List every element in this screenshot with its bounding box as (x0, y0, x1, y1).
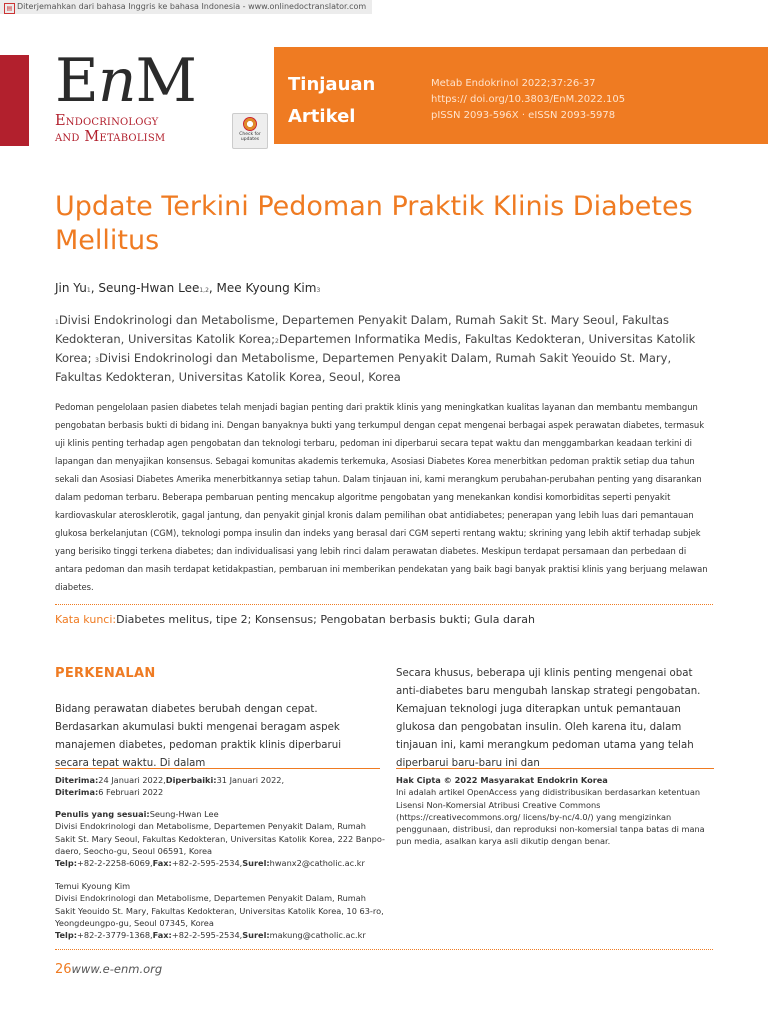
journal-name-line1: Endocrinology (55, 113, 159, 129)
author-name: Jin Yu (55, 281, 87, 295)
divider (396, 768, 714, 769)
author-affil-mark: 1 (86, 287, 91, 294)
affiliation-text: Divisi Endokrinologi dan Metabolisme, Departemen Penyakit Dalam, Rumah Sakit St. Mary Seoul, Fakultas Kedokteran, Universitas Katolik Korea; (55, 313, 670, 346)
author-affil-mark: 3 (316, 287, 321, 294)
intro-text-left: Bidang perawatan diabetes berubah dengan cepat. Berdasarkan akumulasi bukti mengenai beragam aspek manajemen diabetes, pedoman praktik klinis diperbarui secara tepat waktu. Di dalam (55, 704, 342, 769)
corresponding-author-2: Temui Kyoung Kim Divisi Endokrinologi dan Metabolisme, Departemen Penyakit Dalam, Rumah Sakit Yeouido St. Mary, Fakultas Kedokteran, Universitas Katolik Korea, 10 63-ro, Yeongdeungpo-gu, Seoul 07345, Korea Telp:+82-2-3779-1368,Fax:+82-2-595-2534,Surel:makung@catholic.ac.kr (55, 881, 384, 941)
page-footer (55, 962, 162, 977)
received-dates: Diterima:24 Januari 2022,Diperbaiki:31 Januari 2022, Diterima:6 Februari 2022 (55, 775, 285, 798)
affiliation-text: Departemen Informatika Medis, Fakultas Kedokteran, Universitas Katolik Korea; (55, 332, 696, 365)
abstract: Pedoman pengelolaan pasien diabetes telah menjadi bagian penting dari praktik klinis yang meningkatkan kualitas layanan dan membantu membangun pengobatan berbasis bukti di bidang ini. Dengan banyaknya bukti yang terkumpul dengan cepat mengenai berbagai aspek perawatan diabetes, termasuk uji klinis penting terhadap agen pengobatan dan teknologi terbaru, pedoman ini diperbarui secara tepat waktu dan menggambarkan keadaan terkini di lapangan dan menyajikan konsensus. Sebagai komunitas akademis terkemuka, Asosiasi Diabetes Korea menerbitkan pedoman praktik setiap dua tahun sekali dan Asosiasi Diabetes Amerika menerbitkannya setiap tahun. Dalam tinjauan ini, kami merangkum perubahan-perubahan penting yang disarankan dalam pedoman terbaru. Beberapa pembaruan penting mencakup algoritme pengobatan yang menekankan kondisi komorbiditas seperti penyakit kardiovaskular aterosklerotik, gagal jantung, dan penyakit ginjal kronis dalam pemilihan obat antidiabetes; penerapan yang lebih luas dari pemantauan glukosa berkelanjutan (CGM), teknologi pompa insulin dan indeks yang berasal dari CGM seperti rentang waktu; skrining yang lebih aktif terhadap subjek yang berisiko tinggi terkena diabetes; dan individualisasi yang lebih rinci dalam perawatan diabetes. Meskipun terdapat persamaan dan perbedaan di antara pedoman dan masih terdapat ketidakpastian, pembaruan ini memberikan pendekatan yang baik bagi banyak praktisi klinis yang berjuang melawan diabetes. (55, 402, 708, 592)
corr2-name: Temui Kyoung Kim (55, 881, 131, 891)
translator-text: Diterjemahkan dari bahasa Inggris ke bahasa Indonesia - www.onlinedoctranslator.com (17, 2, 367, 11)
red-accent-strip (0, 55, 29, 146)
author-list: Jin Yu1, Seung-Hwan Lee1,2, Mee Kyoung Kim3 (55, 281, 321, 295)
article-type-line2: Artikel (288, 106, 356, 127)
copyright-text: Ini adalah artikel OpenAccess yang didistribusikan berdasarkan ketentuan Lisensi Non-Komersial Atribusi Creative Commons (https://creativecommons.org/ licens/by-nc/4.0/) yang mengizinkan penggunaan, distribusi, dan reproduksi non-komersial tanpa batas di mana pun media, asalkan karya asli dikutip dengan benar. (396, 787, 705, 847)
corresponding-author: Penulis yang sesuai:Seung-Hwan Lee Divisi Endokrinologi dan Metabolisme, Departemen Penyakit Dalam, Rumah Sakit St. Mary Seoul, Fakultas Kedokteran, Universitas Katolik Korea, 222 Banpo-daero, Seocho-gu, Seoul 06591, Korea Telp:+82-2-2258-6069,Fax:+82-2-595-2534,Surel:hwanx2@catholic.ac.kr (55, 809, 385, 869)
check-badge-label: Check for updates (239, 132, 261, 142)
author-name: Seung-Hwan Lee (98, 281, 200, 295)
pdf-icon: ▤ (4, 3, 15, 14)
affiliation-text: Divisi Endokrinologi dan Metabolisme, Departemen Penyakit Dalam, Rumah Sakit Yeouido St. Mary, Fakultas Kedokteran, Universitas Katolik Korea, Seoul, Korea (55, 351, 672, 384)
divider (55, 768, 380, 769)
article-title: Update Terkini Pedoman Praktik Klinis Diabetes Mellitus (55, 191, 693, 256)
section-heading-introduction: PERKENALAN (55, 666, 156, 681)
page-number: 26 (55, 962, 72, 977)
journal-url[interactable]: www.e-enm.org (71, 962, 163, 976)
keywords-label: Kata kunci: (55, 613, 117, 626)
journal-name (55, 113, 165, 145)
divider (55, 604, 713, 605)
keywords (55, 612, 535, 628)
crossmark-icon (243, 117, 257, 131)
corr2-address: Divisi Endokrinologi dan Metabolisme, Departemen Penyakit Dalam, Rumah Sakit Yeouido St. Mary, Fakultas Kedokteran, Universitas Katolik Korea, 10 63-ro, Yeongdeungpo-gu, Seoul 07345, Korea (55, 893, 384, 928)
intro-text-right: Secara khusus, beberapa uji klinis penting mengenai obat anti-diabetes baru mengubah lanskap strategi pengobatan. Kemajuan teknologi juga diterapkan untuk pemantauan glukosa dan pengobatan insulin. Oleh karena itu, dalam tinjauan ini, kami merangkum pedoman utama yang telah diperbarui baru-baru ini dan (396, 668, 701, 769)
translator-banner[interactable] (0, 0, 372, 14)
corr-name: Seung-Hwan Lee (149, 809, 219, 819)
author-affil-mark: 1,2 (199, 287, 209, 294)
corr-email[interactable]: hwanx2@catholic.ac.kr (269, 858, 365, 869)
article-type-line1: Tinjauan (288, 74, 376, 95)
check-for-updates-badge[interactable] (232, 113, 268, 149)
corr-address: Divisi Endokrinologi dan Metabolisme, Departemen Penyakit Dalam, Rumah Sakit St. Mary Seoul, Fakultas Kedokteran, Universitas Katolik Korea, 222 Banpo-daero, Seocho-gu, Seoul 06591, Korea (55, 821, 385, 856)
journal-logo: EnM (55, 46, 196, 116)
journal-name-line2: and Metabolism (55, 129, 166, 145)
copyright-title: Hak Cipta © 2022 Masyarakat Endokrin Korea (396, 775, 608, 785)
keywords-text: Diabetes melitus, tipe 2; Konsensus; Pengobatan berbasis bukti; Gula darah (116, 613, 535, 626)
divider (55, 949, 713, 950)
citation-info[interactable]: Metab Endokrinol 2022;37:26-37 https:// doi.org/10.3803/EnM.2022.105 pISSN 2093-596X · eISSN 2093-5978 (431, 78, 626, 121)
copyright-notice (396, 774, 716, 848)
affiliations: 1Divisi Endokrinologi dan Metabolisme, Departemen Penyakit Dalam, Rumah Sakit St. Mary Seoul, Fakultas Kedokteran, Universitas Katolik Korea;2Departemen Informatika Medis, Fakultas Kedokteran, Universitas Katolik Korea; 3Divisi Endokrinologi dan Metabolisme, Departemen Penyakit Dalam, Rumah Sakit Yeouido St. Mary, Fakultas Kedokteran, Universitas Katolik Korea, Seoul, Korea (55, 313, 696, 384)
corr2-email[interactable]: makung@catholic.ac.kr (269, 930, 366, 941)
author-name: Mee Kyoung Kim (216, 281, 317, 295)
